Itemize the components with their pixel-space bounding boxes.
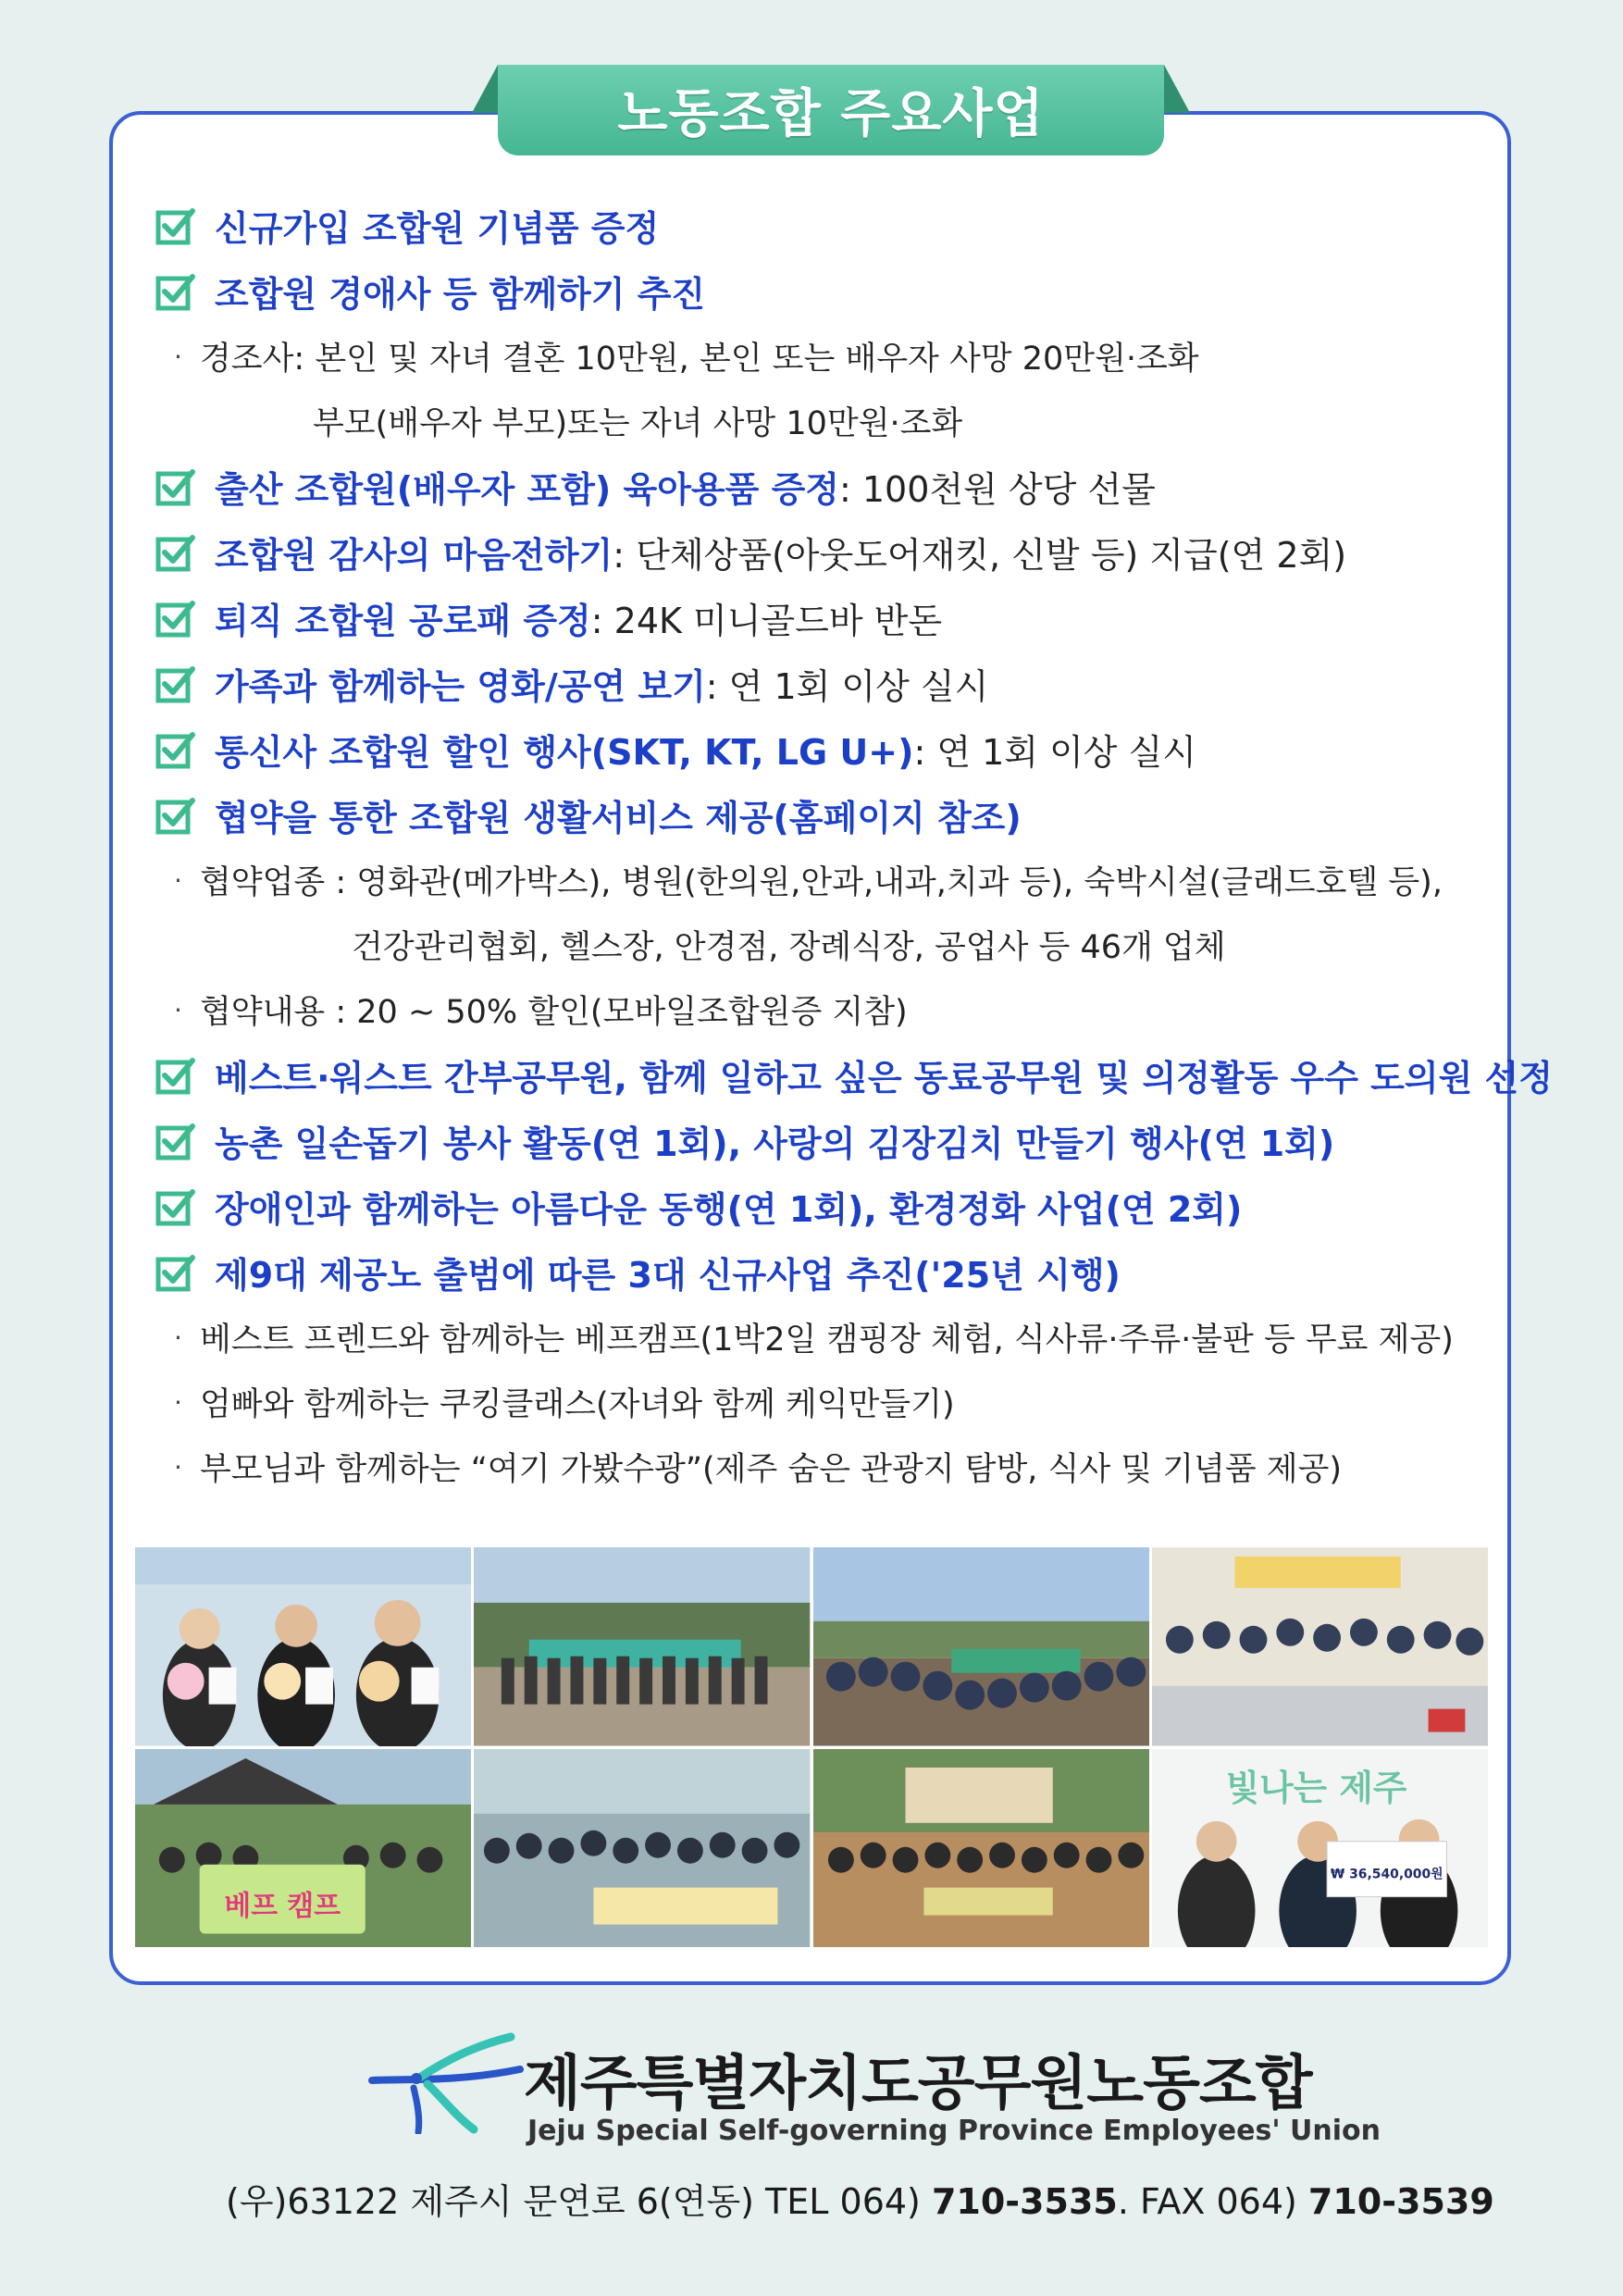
check-item: [155, 1108, 1488, 1173]
check-item: [155, 651, 1488, 716]
item-heading: 퇴직 조합원 공로패 증정: [215, 601, 591, 641]
bullet-item: [155, 848, 1488, 912]
item-detail: : 24K 미니골드바 반돈: [590, 601, 943, 641]
checkbox-checked-icon: [155, 466, 196, 507]
item-heading: 베스트·워스트 간부공무원, 함께 일하고 싶은 동료공무원 및 의정활동 우수 도의원 선정: [215, 1058, 1553, 1098]
photo-cooking-class: [1152, 1547, 1488, 1746]
bullet-text: 건강관리협회, 헬스장, 안경점, 장례식장, 공업사 등 46개 업체: [352, 929, 1226, 966]
check-item: [155, 453, 1488, 519]
bullet-dot-icon: ·: [174, 1322, 182, 1353]
bullet-item: [155, 977, 1488, 1042]
check-item: [155, 716, 1488, 782]
bullet-item: [155, 324, 1488, 389]
item-detail: : 100천원 상당 선물: [838, 469, 1156, 510]
item-heading: 통신사 조합원 할인 행사(SKT, KT, LG U+): [215, 732, 914, 773]
checkbox-checked-icon: [155, 532, 196, 573]
title-tab: [498, 65, 1164, 155]
item-heading: 출산 조합원(배우자 포함) 육아용품 증정: [215, 469, 839, 510]
bullet-continuation: [155, 912, 1488, 977]
address-line: [226, 2173, 1494, 2224]
photo-farm-group: [813, 1547, 1149, 1746]
address-text: (우)63122 제주시 문연로 6(연동) TEL 064): [226, 2181, 932, 2222]
item-heading: 제9대 제공노 출범에 따른 3대 신규사업 추진('25년 시행): [215, 1255, 1121, 1296]
checkbox-checked-icon: [155, 664, 196, 704]
item-detail: : 단체상품(아웃도어재킷, 신발 등) 지급(연 2회): [613, 535, 1347, 576]
check-item: [155, 1239, 1488, 1305]
bullet-text: 협약내용 : 20 ~ 50% 할인(모바일조합원증 지참): [200, 994, 908, 1031]
check-item: [155, 585, 1488, 651]
bullet-text: 협약업종 : 영화관(메가박스), 병원(한의원,안과,내과,치과 등), 숙박시설(글래드호텔 등),: [200, 864, 1443, 901]
bullet-dot-icon: ·: [174, 864, 182, 896]
bullet-text: 부모님과 함께하는 “여기 가봤수광”(제주 숨은 관광지 탐방, 식사 및 기념품 제공): [200, 1451, 1343, 1488]
check-item: [155, 1173, 1488, 1239]
banner-amount: ₩ 36,540,000원: [1330, 1867, 1443, 1882]
item-heading: 가족과 함께하는 영화/공연 보기: [215, 666, 706, 707]
check-item: [155, 519, 1488, 585]
photo-donation: [1152, 1749, 1488, 1948]
checkbox-checked-icon: [155, 1121, 196, 1161]
bullet-item: [155, 1370, 1488, 1434]
checkbox-checked-icon: [155, 1186, 196, 1227]
check-item: [155, 782, 1488, 848]
item-heading: 조합원 감사의 마음전하기: [215, 535, 613, 576]
photo-volunteer-group: [474, 1547, 810, 1746]
photo-collage: [135, 1547, 1488, 1947]
checkbox-checked-icon: [155, 729, 196, 770]
photo-ecoland-trip: [813, 1749, 1149, 1948]
photo-indoor-event: [474, 1749, 810, 1948]
org-name-ko: 제주특별자치도공무원노동조합: [524, 2050, 1312, 2118]
bullet-dot-icon: ·: [174, 1386, 182, 1418]
checkbox-checked-icon: [155, 1055, 196, 1096]
bullet-dot-icon: ·: [174, 341, 182, 372]
fax-number: 710-3539: [1307, 2181, 1494, 2222]
check-item: [155, 1042, 1553, 1108]
bullet-text: 경조사: 본인 및 자녀 결혼 10만원, 본인 또는 배우자 사망 20만원·조화: [200, 341, 1199, 378]
page-title: 노동조합 주요사업: [617, 84, 1045, 144]
photo-award-ceremony: [135, 1547, 471, 1746]
items-list: [155, 192, 1553, 1499]
bullet-text: 부모(배우자 부모)또는 자녀 사망 10만원·조화: [313, 405, 963, 442]
bullet-item: [155, 1434, 1488, 1499]
bullet-text: 베스트 프렌드와 함께하는 베프캠프(1박2일 캠핑장 체험, 식사류·주류·불판 등 무료 제공): [200, 1322, 1454, 1359]
bullet-dot-icon: ·: [174, 994, 182, 1025]
banner-jeju: 빛나는 제주: [1225, 1767, 1407, 1808]
org-name-en: Jeju Special Self-governing Province Employees' Union: [527, 2115, 1381, 2147]
banner-bff-camp: 베프 캠프: [224, 1890, 341, 1923]
item-detail: : 연 1회 이상 실시: [913, 732, 1196, 773]
item-heading: 신규가입 조합원 기념품 증정: [215, 208, 660, 249]
checkbox-checked-icon: [155, 271, 196, 312]
check-item: [155, 192, 1488, 258]
bullet-continuation: [155, 389, 1488, 453]
fax-label: . FAX 064): [1117, 2181, 1308, 2222]
union-logo-icon: [363, 2032, 529, 2134]
checkbox-checked-icon: [155, 598, 196, 639]
item-heading: 조합원 경애사 등 함께하기 추진: [215, 274, 706, 315]
item-heading: 협약을 통한 조합원 생활서비스 제공(홈페이지 참조): [215, 798, 1022, 838]
item-heading: 장애인과 함께하는 아름다운 동행(연 1회), 환경정화 사업(연 2회): [215, 1189, 1243, 1230]
check-item: [155, 258, 1488, 324]
bullet-dot-icon: ·: [174, 1451, 182, 1483]
checkbox-checked-icon: [155, 205, 196, 246]
tel-number: 710-3535: [931, 2181, 1118, 2222]
checkbox-checked-icon: [155, 1252, 196, 1293]
item-heading: 농촌 일손돕기 봉사 활동(연 1회), 사랑의 김장김치 만들기 행사(연 1회): [215, 1123, 1335, 1164]
photo-bff-camp: [135, 1749, 471, 1948]
checkbox-checked-icon: [155, 795, 196, 836]
bullet-item: [155, 1305, 1488, 1370]
item-detail: : 연 1회 이상 실시: [705, 666, 989, 707]
bullet-text: 엄빠와 함께하는 쿠킹클래스(자녀와 함께 케익만들기): [200, 1386, 955, 1423]
